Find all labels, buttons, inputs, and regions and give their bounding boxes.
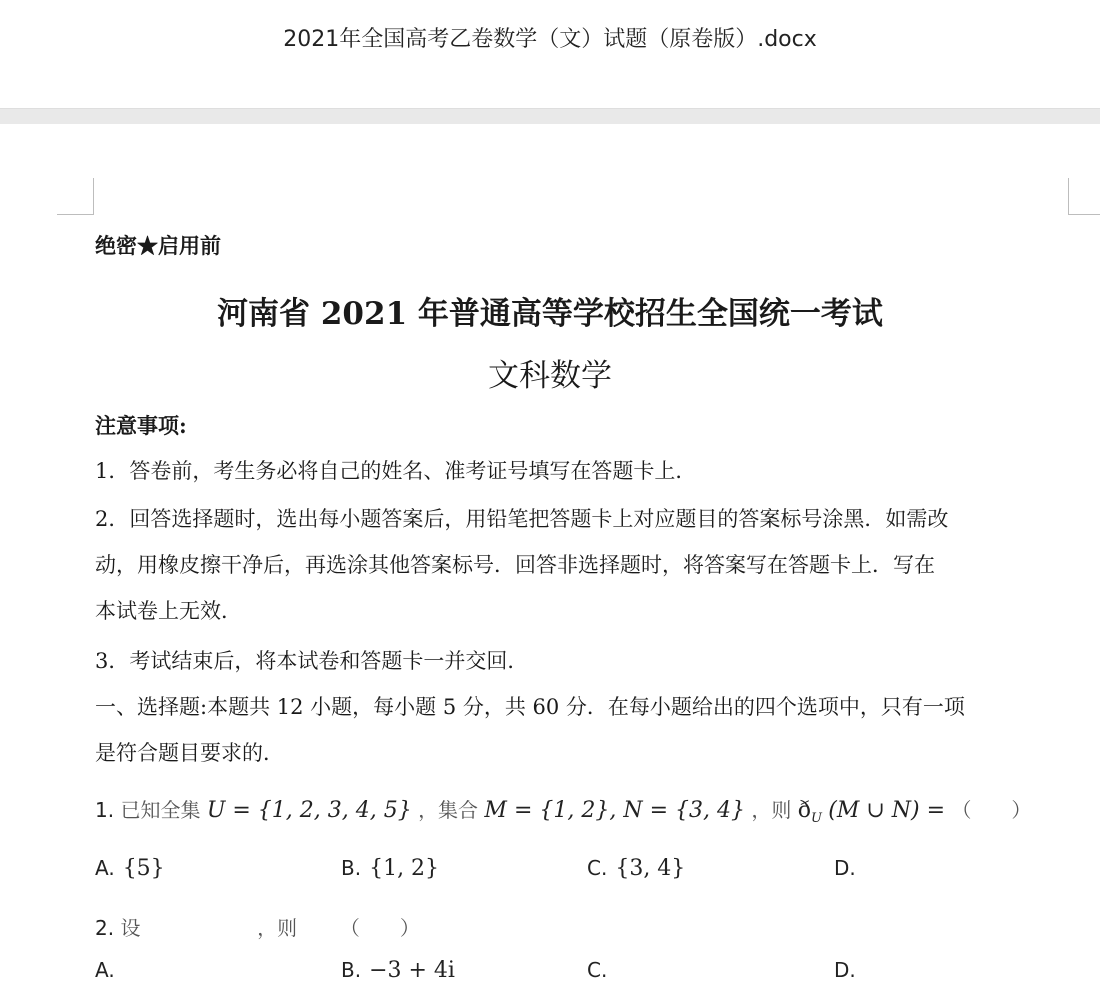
confidential-label: 绝密★启用前 [95, 233, 221, 258]
complement-subscript: U [810, 811, 822, 826]
note-2-line-1: 2．回答选择题时，选出每小题答案后，用铅笔把答题卡上对应题目的答案标号涂黑．如需改 [95, 507, 949, 531]
question-2-option-b [341, 958, 455, 983]
note-2-line-2: 动，用橡皮擦干净后，再选涂其他答案标号．回答非选择题时，将答案写在答题卡上．写在 [95, 553, 935, 577]
document-page[interactable] [0, 124, 1100, 990]
question-2-option-d [834, 958, 864, 983]
math-expression: U = {1, 2, 3, 4, 5} [206, 798, 412, 823]
option-label: D. [834, 958, 856, 982]
option-label: B. [341, 856, 362, 880]
note-2-line-3: 本试卷上无效． [95, 599, 242, 623]
margin-corner-mark-left [57, 178, 94, 215]
option-label: C. [587, 856, 608, 880]
answer-parentheses: （ ） [951, 798, 1032, 822]
question-stem: 设 [120, 916, 141, 940]
exam-subtitle: 文科数学 [488, 358, 612, 394]
option-value: −3 + 4i [369, 958, 455, 983]
question-number: 1. [95, 798, 115, 822]
question-2 [95, 912, 420, 941]
section-1-heading-line-1: 一、选择题:本题共 12 小题，每小题 5 分，共 60 分．在每小题给出的四个选项中，只有一项 [95, 695, 965, 719]
note-1: 1．答卷前，考生务必将自己的姓名、准考证号填写在答题卡上． [95, 459, 697, 483]
option-label: A. [95, 958, 115, 982]
document-filename: 2021年全国高考乙卷数学（文）试题（原卷版）.docx [283, 27, 817, 52]
option-value: {3, 4} [615, 856, 686, 881]
option-label: C. [587, 958, 608, 982]
question-1-option-c [587, 856, 685, 881]
math-expression: (M ∪ N) = [828, 798, 946, 823]
option-label: B. [341, 958, 362, 982]
question-stem: ，则 [257, 916, 298, 940]
option-label: A. [95, 856, 115, 880]
question-1-option-d [834, 856, 864, 881]
document-title-bar [0, 0, 1100, 108]
option-label: D. [834, 856, 856, 880]
margin-corner-mark-right [1068, 178, 1100, 215]
question-stem: 已知全集 [120, 798, 201, 822]
math-expression: M = {1, 2}, N = {3, 4} [484, 798, 745, 823]
page-separator [0, 108, 1100, 125]
question-1 [95, 794, 1031, 826]
answer-parentheses: （ ） [339, 916, 420, 940]
option-value: {5} [122, 856, 165, 881]
question-1-option-b [341, 856, 439, 881]
section-1-heading-line-2: 是符合题目要求的． [95, 741, 284, 765]
exam-title: 河南省 2021 年普通高等学校招生全国统一考试 [217, 296, 883, 332]
question-number: 2. [95, 916, 115, 940]
question-1-option-a [95, 856, 165, 881]
option-value: {1, 2} [369, 856, 440, 881]
note-3: 3．考试结束后，将本试卷和答题卡一并交回． [95, 649, 529, 673]
question-stem: ，集合 [418, 798, 479, 822]
question-stem: ，则 [751, 798, 792, 822]
question-2-option-a [95, 958, 123, 983]
notes-heading: 注意事项: [95, 413, 187, 438]
complement-symbol: ð [797, 798, 811, 823]
question-2-option-c [587, 958, 615, 983]
